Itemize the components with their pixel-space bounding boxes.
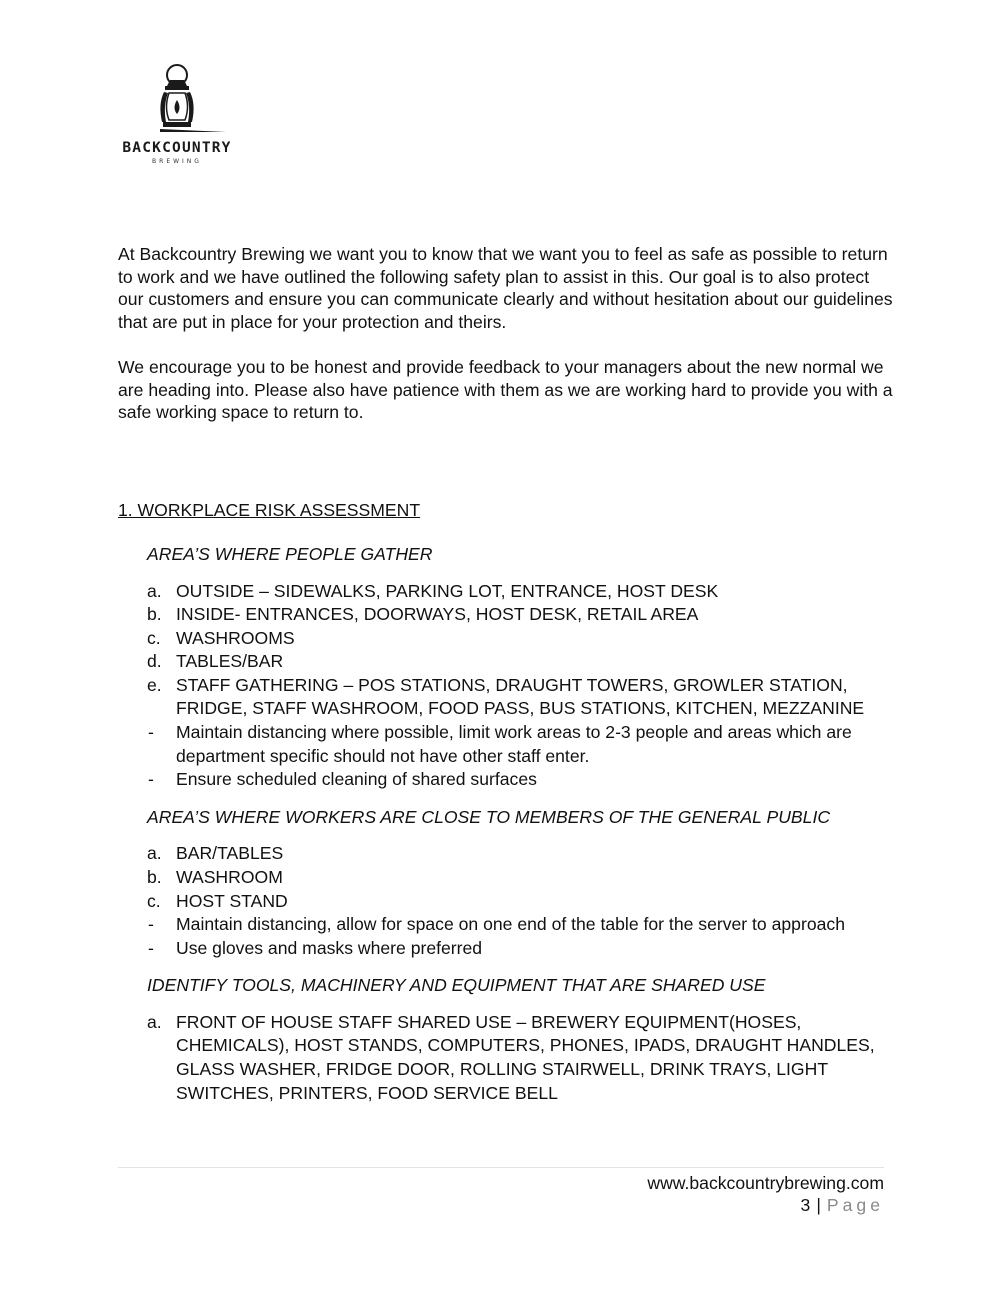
- page-label: Page: [826, 1195, 884, 1215]
- list-item: - Ensure scheduled cleaning of shared surfaces: [148, 769, 537, 790]
- subsection-heading-tools: IDENTIFY TOOLS, MACHINERY AND EQUIPMENT THAT ARE SHARED USE: [147, 975, 766, 996]
- list-item: - Use gloves and masks where preferred: [148, 937, 483, 958]
- document-body: [118, 243, 898, 1105]
- logo-wordmark: BACKCOUNTRY: [122, 140, 232, 156]
- gather-list: [118, 580, 898, 792]
- list-item: d. TABLES/BAR: [147, 651, 284, 672]
- page-indicator: [801, 1195, 884, 1216]
- page-separator: |: [816, 1195, 821, 1215]
- list-item: b. INSIDE- ENTRANCES, DOORWAYS, HOST DESK, RETAIL AREA: [147, 604, 699, 625]
- lantern-icon: [118, 62, 236, 138]
- logo-subtitle: BREWING: [152, 158, 202, 165]
- intro-paragraph: At Backcountry Brewing we want you to know that we want you to feel as safe as possible to return to work and we have outlined the following safety plan to assist in this. Our goal is to also protect our customers and ensure you can communicate clearly and without hesitation about our guidelines that are put in place for your protection and theirs.: [118, 244, 893, 332]
- subsection-heading-gather: AREA’S WHERE PEOPLE GATHER: [147, 544, 433, 564]
- list-item: e. STAFF GATHERING – POS STATIONS, DRAUGHT TOWERS, GROWLER STATION, FRIDGE, STAFF WASHROOM, FOOD PASS, BUS STATIONS, KITCHEN, MEZZANINE: [147, 674, 865, 719]
- page-number: 3: [800, 1195, 811, 1215]
- list-item: - Maintain distancing, allow for space on one end of the table for the server to approach: [148, 914, 845, 935]
- public-list: [118, 842, 898, 960]
- list-item: - Maintain distancing where possible, limit work areas to 2-3 people and areas which are department specific should not have other staff enter.: [148, 722, 852, 766]
- company-logo: [118, 62, 236, 170]
- subsection-heading-public: AREA’S WHERE WORKERS ARE CLOSE TO MEMBERS OF THE GENERAL PUBLIC: [147, 806, 831, 827]
- footer-divider: [118, 1167, 884, 1168]
- list-item: a. BAR/TABLES: [147, 843, 284, 864]
- list-item: a. FRONT OF HOUSE STAFF SHARED USE – BREWERY EQUIPMENT(HOSES, CHEMICALS), HOST STANDS, COMPUTERS, PHONES, IPADS, DRAUGHT HANDLES, GLASS WASHER, FRIDGE DOOR, ROLLING STAIRWELL, DRINK TRAYS, LIGHT SWITCHES, PRINTERS, FOOD SERVICE BELL: [147, 1011, 875, 1103]
- list-item: a. OUTSIDE – SIDEWALKS, PARKING LOT, ENTRANCE, HOST DESK: [147, 580, 719, 601]
- intro-paragraph: We encourage you to be honest and provide feedback to your managers about the new normal we are heading into. Please also have patience with them as we are working hard to provide you with a safe working space to return to.: [118, 357, 893, 422]
- footer-url: www.backcountrybrewing.com: [647, 1173, 884, 1193]
- list-item: c. HOST STAND: [147, 890, 288, 911]
- list-item: b. WASHROOM: [147, 866, 283, 887]
- tools-list: [118, 1011, 898, 1105]
- section-title: 1. WORKPLACE RISK ASSESSMENT: [118, 499, 421, 520]
- list-item: c. WASHROOMS: [147, 627, 295, 648]
